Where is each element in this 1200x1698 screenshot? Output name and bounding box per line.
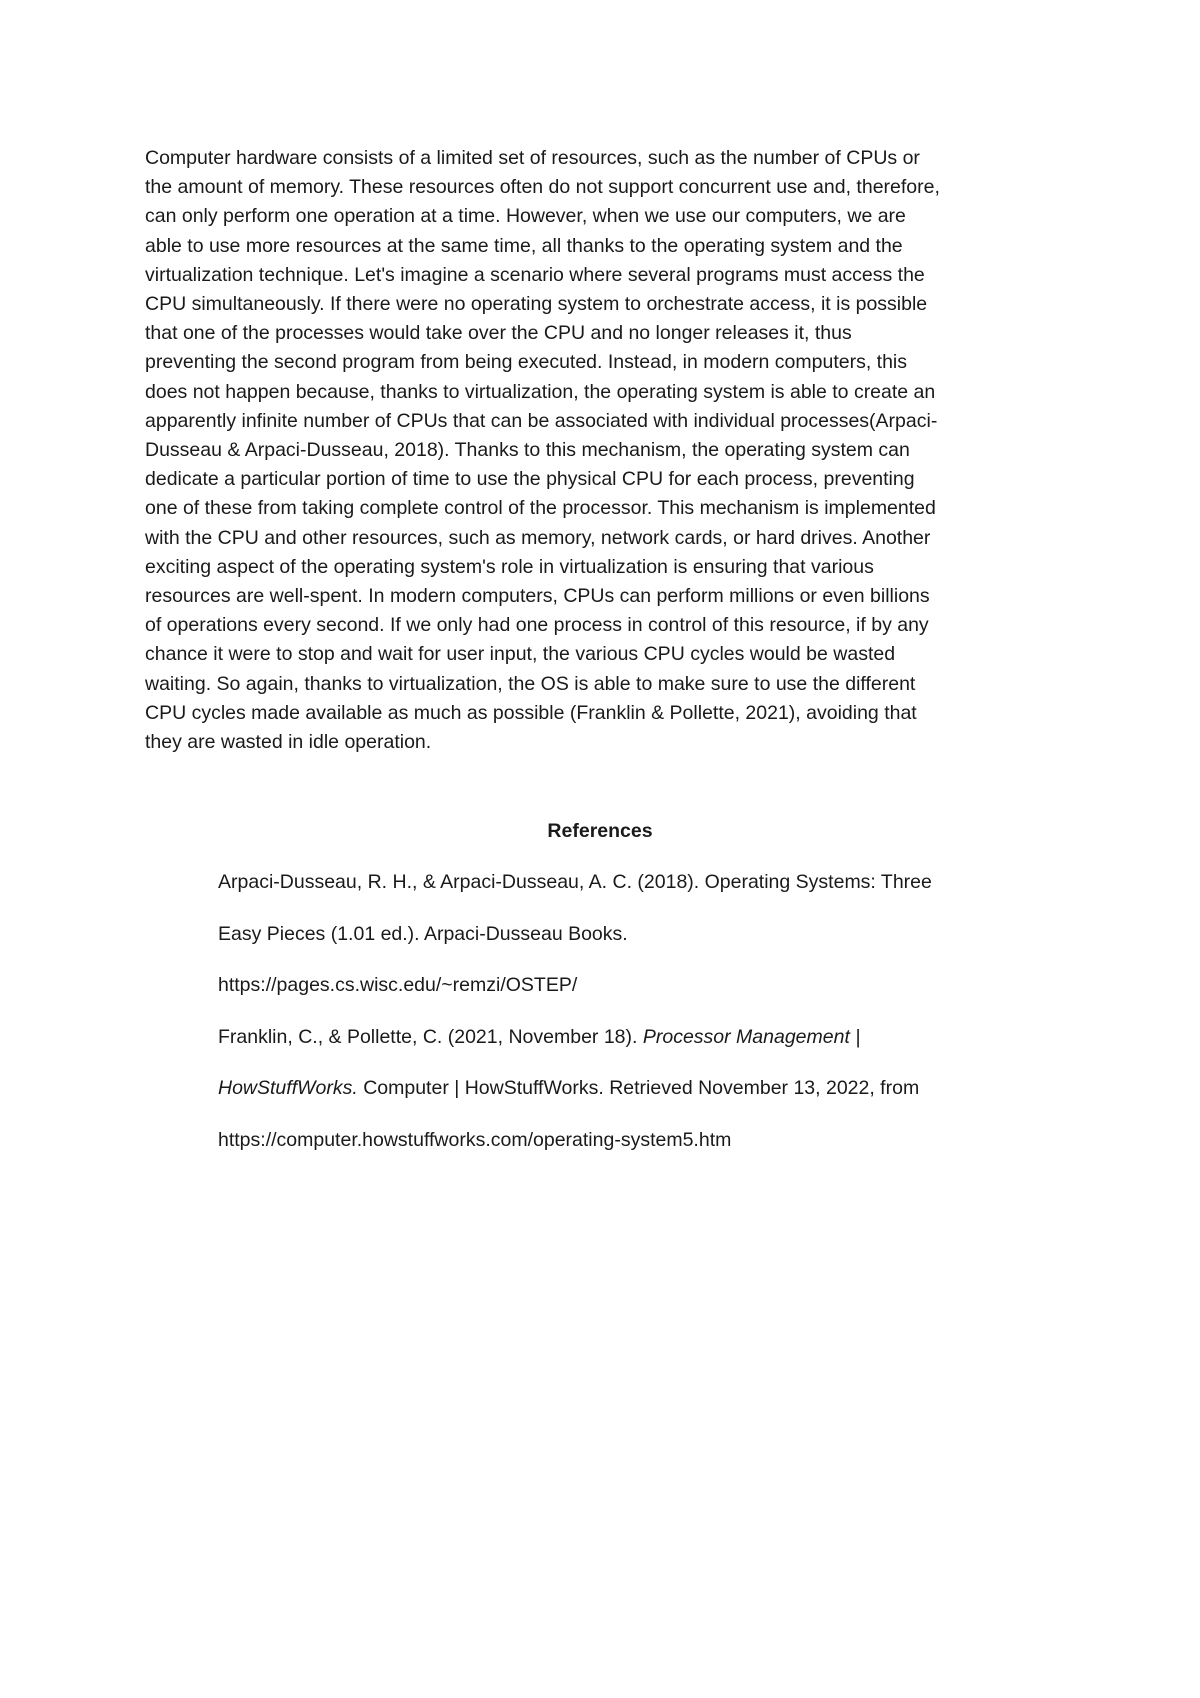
body-line: able to use more resources at the same time, all thanks to the operating system and the (145, 234, 903, 257)
references-heading: References (547, 820, 653, 842)
reference-title: Processor Management | (642, 1025, 861, 1048)
reference-text: Franklin, C., & Pollette, C. (2021, November 18). (218, 1025, 643, 1048)
reference-url: https://pages.cs.wisc.edu/~remzi/OSTEP/ (218, 974, 578, 996)
body-line: does not happen because, thanks to virtualization, the operating system is able to create an (145, 380, 936, 403)
body-line: one of these from taking complete control of the processor. This mechanism is implemented (145, 497, 936, 520)
body-line: exciting aspect of the operating system's role in virtualization is ensuring that various (145, 555, 874, 578)
references-list (218, 870, 1098, 1179)
reference-line: Arpaci-Dusseau, R. H., & Arpaci-Dusseau, A. C. (2018). Operating Systems: Three (218, 871, 932, 893)
reference-text: Computer | HowStuffWorks. Retrieved November 13, 2022, from (357, 1077, 920, 1099)
body-line: chance it were to stop and wait for user input, the various CPU cycles would be wasted (145, 643, 896, 666)
body-line: they are wasted in idle operation. (145, 731, 432, 754)
body-line: Dusseau & Arpaci-Dusseau, 2018). Thanks to this mechanism, the operating system can (145, 439, 910, 462)
body-line: that one of the processes would take over the CPU and no longer releases it, thus (145, 322, 852, 345)
reference-line (218, 1025, 1098, 1077)
body-line: Computer hardware consists of a limited set of resources, such as the number of CPUs or (145, 147, 920, 169)
body-line: preventing the second program from being executed. Instead, in modern computers, this (145, 351, 908, 374)
body-line: the amount of memory. These resources often do not support concurrent use and, therefore, (145, 176, 940, 199)
reference-line: Easy Pieces (1.01 ed.). Arpaci-Dusseau Books. (218, 922, 628, 945)
reference-line (218, 1076, 1098, 1128)
body-line: virtualization technique. Let's imagine a scenario where several programs must access the (145, 263, 925, 286)
reference-url: https://computer.howstuffworks.com/operating-system5.htm (218, 1128, 732, 1151)
body-line: resources are well-spent. In modern computers, CPUs can perform millions or even billions (145, 585, 930, 608)
body-line: CPU cycles made available as much as possible (Franklin & Pollette, 2021), avoiding that (145, 701, 917, 724)
body-line: can only perform one operation at a time. However, when we use our computers, we are (145, 205, 906, 228)
body-line: apparently infinite number of CPUs that can be associated with individual processes(Arpaci- (145, 409, 938, 432)
body-line: CPU simultaneously. If there were no operating system to orchestrate access, it is possible (145, 293, 928, 316)
body-line: waiting. So again, thanks to virtualization, the OS is able to make sure to use the different (145, 672, 916, 695)
body-line: of operations every second. If we only had one process in control of this resource, if by any (145, 614, 929, 637)
reference-title: HowStuffWorks. (218, 1077, 358, 1099)
body-line: with the CPU and other resources, such as memory, network cards, or hard drives. Another (145, 526, 931, 549)
body-line: dedicate a particular portion of time to use the physical CPU for each process, preventing (145, 468, 915, 491)
body-paragraph (145, 144, 1065, 757)
